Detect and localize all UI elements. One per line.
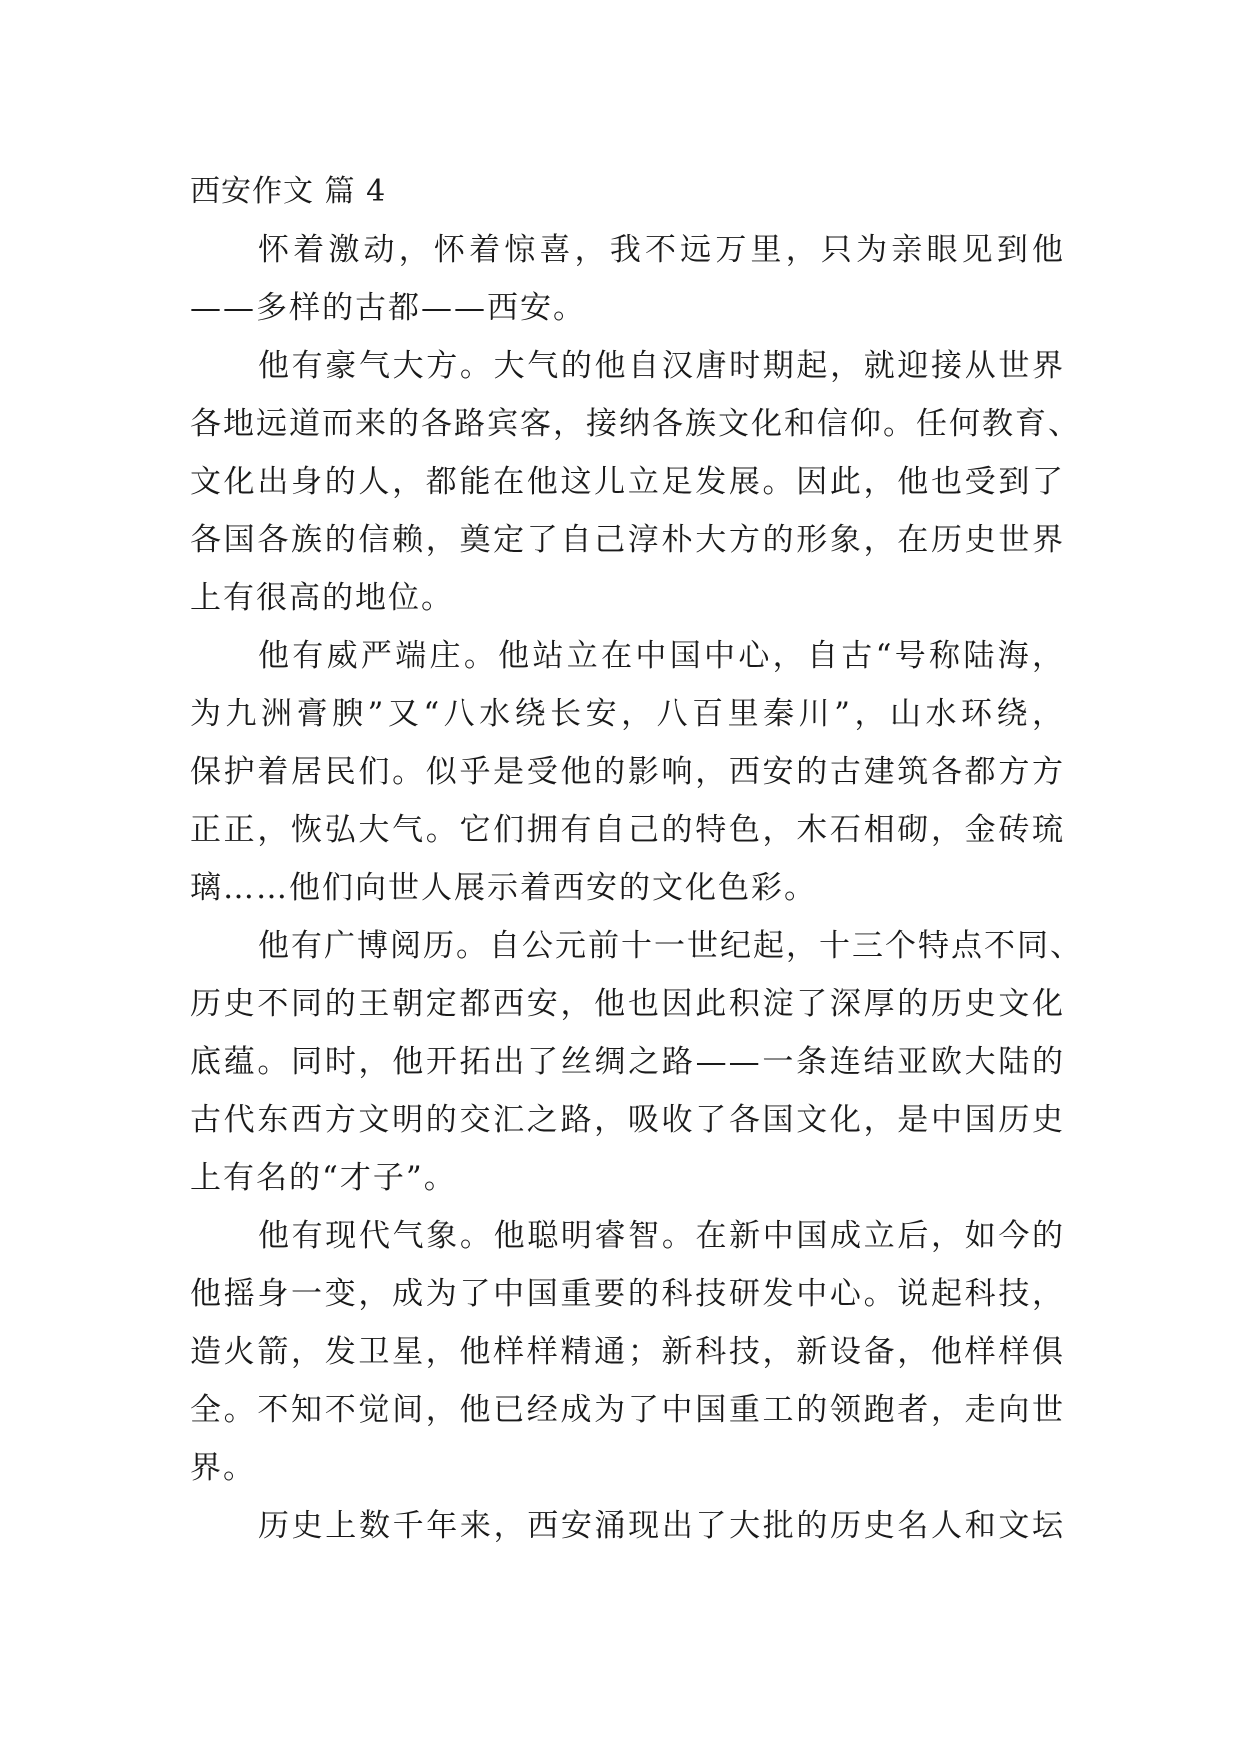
paragraph-6	[190, 1497, 1065, 1555]
text-line: 他有现代气象。他聪明睿智。在新中国成立后，如今的	[258, 1218, 1065, 1254]
text-line: 历史不同的王朝定都西安，他也因此积淀了深厚的历史文化	[190, 986, 1065, 1022]
text-line: 底蕴。同时，他开拓出了丝绸之路——一条连结亚欧大陆的	[190, 1044, 1065, 1080]
document-body	[190, 163, 1083, 1555]
text-line: 正正，恢弘大气。它们拥有自己的特色，木石相砌，金砖琉	[190, 812, 1065, 848]
text-line: 他摇身一变，成为了中国重要的科技研发中心。说起科技，	[190, 1276, 1065, 1312]
text-line: 上有很高的地位。	[190, 580, 454, 616]
paragraph-4	[190, 917, 1083, 1207]
text-line: 各国各族的信赖，奠定了自己淳朴大方的形象，在历史世界	[190, 522, 1065, 558]
text-line: 文化出身的人，都能在他这儿立足发展。因此，他也受到了	[190, 464, 1065, 500]
paragraph-3	[190, 627, 1065, 917]
text-line: 怀着激动，怀着惊喜，我不远万里，只为亲眼见到他	[258, 232, 1065, 268]
paragraph-1	[190, 221, 1065, 337]
paragraph-2	[190, 337, 1081, 627]
paragraph-5	[190, 1207, 1065, 1497]
text-line: 造火箭，发卫星，他样样精通；新科技，新设备，他样样俱	[190, 1334, 1065, 1370]
text-line: 全。不知不觉间，他已经成为了中国重工的领跑者，走向世	[190, 1392, 1065, 1428]
text-line: 上有名的“才子”。	[190, 1160, 457, 1196]
text-line: 他有豪气大方。大气的他自汉唐时期起，就迎接从世界	[258, 348, 1065, 384]
text-line: 界。	[190, 1450, 256, 1486]
text-line: ——多样的古都——西安。	[190, 290, 586, 326]
text-line: 为九洲膏腴”又“八水绕长安，八百里秦川”，山水环绕，	[190, 696, 1065, 732]
text-line: 他有威严端庄。他站立在中国中心，自古“号称陆海，	[258, 638, 1065, 674]
text-line: 他有广博阅历。自公元前十一世纪起，十三个特点不同、	[258, 928, 1083, 964]
text-line: 古代东西方文明的交汇之路，吸收了各国文化，是中国历史	[190, 1102, 1065, 1138]
text-line: 历史上数千年来，西安涌现出了大批的历史名人和文坛	[258, 1508, 1065, 1544]
document-title: 西安作文 篇 4	[190, 174, 387, 209]
text-line: 各地远道而来的各路宾客，接纳各族文化和信仰。任何教育、	[190, 406, 1081, 442]
text-line: 璃……他们向世人展示着西安的文化色彩。	[190, 870, 817, 906]
text-line: 保护着居民们。似乎是受他的影响，西安的古建筑各都方方	[190, 754, 1065, 790]
